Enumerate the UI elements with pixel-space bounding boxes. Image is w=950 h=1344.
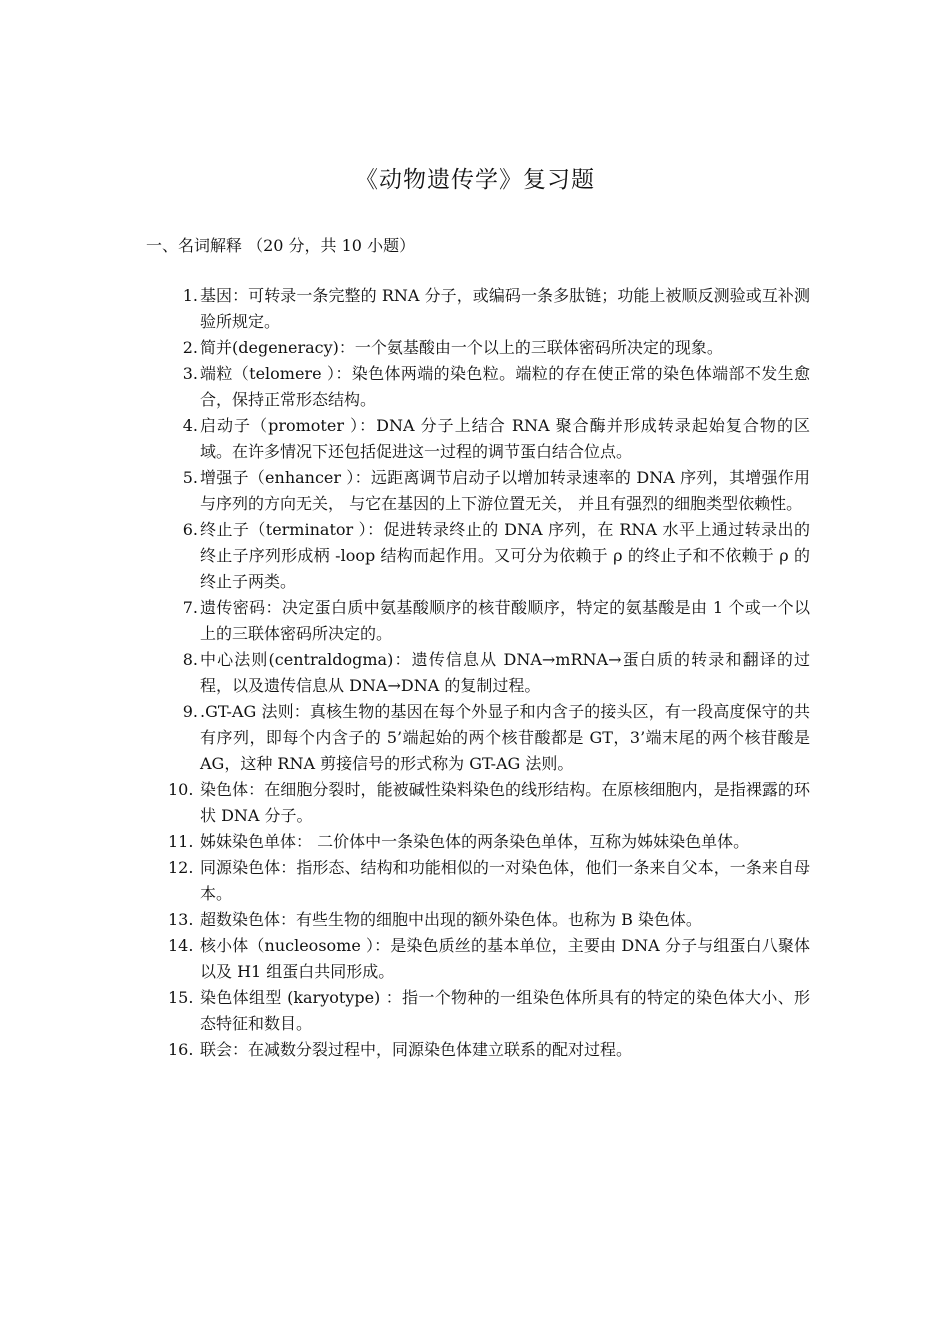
item-number: 11. bbox=[168, 832, 194, 851]
item-text: 联会：在减数分裂过程中，同源染色体建立联系的配对过程。 bbox=[200, 1040, 633, 1059]
list-item bbox=[168, 777, 810, 829]
item-number: 4. bbox=[182, 416, 198, 435]
item-text: 端粒（telomere ）：染色体两端的染色粒。端粒的存在使正常的染色体端部不发生愈合，保持正常形态结构。 bbox=[200, 364, 810, 409]
item-text: 增强子（enhancer ）：远距离调节启动子以增加转录速率的 DNA 序列，其增强作用与序列的方向无关， 与它在基因的上下游位置无关， 并且有强烈的细胞类型依赖性。 bbox=[200, 468, 810, 513]
item-number: 9. bbox=[182, 702, 198, 721]
item-text: 简并(degeneracy)：一个氨基酸由一个以上的三联体密码所决定的现象。 bbox=[200, 338, 723, 357]
item-text: 基因：可转录一条完整的 RNA 分子，或编码一条多肽链；功能上被顺反测验或互补测验所规定。 bbox=[200, 286, 810, 331]
section-heading: 一、名词解释 （20 分，共 10 小题） bbox=[146, 236, 416, 255]
list-item bbox=[168, 283, 810, 335]
term-definition-list bbox=[168, 283, 810, 1063]
list-item bbox=[168, 413, 810, 465]
item-number: 13. bbox=[168, 910, 194, 929]
item-number: 16. bbox=[168, 1040, 194, 1059]
list-item bbox=[168, 699, 810, 777]
item-number: 15. bbox=[168, 988, 194, 1007]
item-text: 超数染色体：有些生物的细胞中出现的额外染色体。也称为 B 染色体。 bbox=[200, 910, 702, 929]
item-text: 终止子（terminator ）：促进转录终止的 DNA 序列，在 RNA 水平上通过转录出的终止子序列形成柄 -loop 结构而起作用。又可分为依赖于 ρ 的终止子和不依赖于 ρ 的终止子两类。 bbox=[200, 520, 810, 591]
list-item bbox=[168, 647, 810, 699]
document-title: 《动物遗传学》复习题 bbox=[355, 167, 595, 193]
item-text: 染色体：在细胞分裂时，能被碱性染料染色的线形结构。在原核细胞内，是指裸露的环状 DNA 分子。 bbox=[200, 780, 810, 825]
list-item bbox=[168, 465, 810, 517]
item-text: 染色体组型 (karyotype) ：指一个物种的一组染色体所具有的特定的染色体大小、形态特征和数目。 bbox=[200, 988, 810, 1033]
item-text: 遗传密码：决定蛋白质中氨基酸顺序的核苷酸顺序，特定的氨基酸是由 1 个或一个以上的三联体密码所决定的。 bbox=[200, 598, 810, 643]
item-number: 8. bbox=[182, 650, 198, 669]
item-number: 10. bbox=[168, 780, 194, 799]
item-text: 同源染色体：指形态、结构和功能相似的一对染色体，他们一条来自父本，一条来自母本。 bbox=[200, 858, 810, 903]
item-number: 3. bbox=[182, 364, 198, 383]
item-text: 启动子（promoter ）：DNA 分子上结合 RNA 聚合酶并形成转录起始复合物的区域。在许多情况下还包括促进这一过程的调节蛋白结合位点。 bbox=[200, 416, 810, 461]
list-item bbox=[168, 517, 810, 595]
item-number: 12. bbox=[168, 858, 194, 877]
list-item bbox=[168, 985, 810, 1037]
item-number: 1. bbox=[182, 286, 198, 305]
item-number: 6. bbox=[182, 520, 198, 539]
item-text: .GT-AG 法则：真核生物的基因在每个外显子和内含子的接头区，有一段高度保守的共有序列，即每个内含子的 5’端起始的两个核苷酸都是 GT，3’端末尾的两个核苷酸是 AG，这种 RNA 剪接信号的形式称为 GT-AG 法则。 bbox=[200, 702, 810, 773]
item-number: 14. bbox=[168, 936, 194, 955]
item-text: 核小体（nucleosome ）：是染色质丝的基本单位，主要由 DNA 分子与组蛋白八聚体以及 H1 组蛋白共同形成。 bbox=[200, 936, 810, 981]
item-text: 姊妹染色单体： 二价体中一条染色体的两条染色单体，互称为姊妹染色单体。 bbox=[200, 832, 750, 851]
item-number: 2. bbox=[182, 338, 198, 357]
list-item bbox=[168, 933, 810, 985]
list-item bbox=[168, 855, 810, 907]
item-number: 7. bbox=[182, 598, 198, 617]
list-item bbox=[168, 907, 810, 933]
item-number: 5. bbox=[182, 468, 198, 487]
item-text: 中心法则(centraldogma)：遗传信息从 DNA→mRNA→蛋白质的转录和翻译的过程，以及遗传信息从 DNA→DNA 的复制过程。 bbox=[200, 650, 810, 695]
list-item bbox=[168, 361, 810, 413]
list-item bbox=[168, 1037, 810, 1063]
list-item bbox=[168, 595, 810, 647]
list-item bbox=[168, 829, 810, 855]
list-item bbox=[168, 335, 810, 361]
